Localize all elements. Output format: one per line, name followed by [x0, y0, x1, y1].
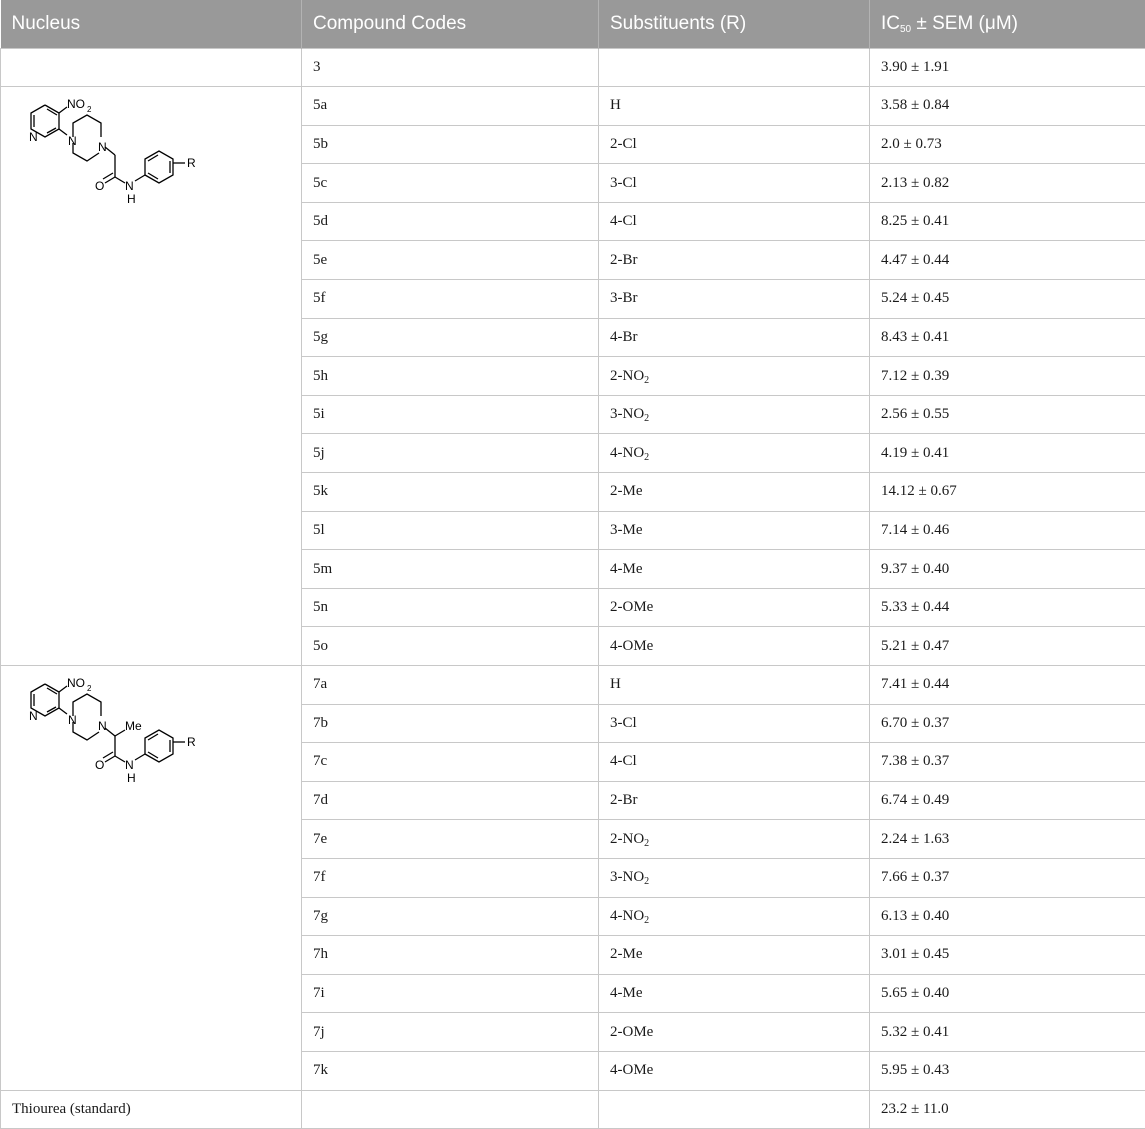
compound-code: 5h	[302, 357, 599, 396]
ic50-value: 4.19 ± 0.41	[870, 434, 1145, 473]
compound-code: 7e	[302, 820, 599, 859]
table-header-row	[1, 0, 1145, 48]
compound-code: 5o	[302, 627, 599, 666]
nitro-label: NO	[67, 97, 85, 111]
compound-code: 7i	[302, 974, 599, 1013]
ic50-value: 14.12 ± 0.67	[870, 473, 1145, 512]
header-ic50-sub: 50	[900, 24, 911, 35]
ic50-value: 3.90 ± 1.91	[870, 48, 1145, 87]
compound-code: 7a	[302, 666, 599, 705]
substituent: 2-Br	[599, 241, 870, 280]
ic50-value: 8.43 ± 0.41	[870, 318, 1145, 357]
compound-code: 7h	[302, 936, 599, 975]
substituent: $2-NO_2$	[599, 820, 870, 859]
svg-text:N: N	[98, 140, 107, 154]
ic50-value: 7.12 ± 0.39	[870, 357, 1145, 396]
compound-code: 5j	[302, 434, 599, 473]
propanamide-structure-image	[7, 672, 207, 807]
nucleus-structure-acetamide	[1, 87, 302, 666]
svg-text:N: N	[68, 134, 77, 148]
substituent: 3-Cl	[599, 164, 870, 203]
substituent: 4-OMe	[599, 627, 870, 666]
compound-code: 7b	[302, 704, 599, 743]
svg-text:R: R	[187, 735, 196, 749]
compound-code: 7c	[302, 743, 599, 782]
compound-code: 7j	[302, 1013, 599, 1052]
compound-code: 5d	[302, 202, 599, 241]
table-row	[1, 87, 1145, 126]
compound-code: 7f	[302, 858, 599, 897]
substituent: 3-Br	[599, 280, 870, 319]
ic50-value: 5.33 ± 0.44	[870, 588, 1145, 627]
compound-code: 7k	[302, 1051, 599, 1090]
compound-code: 5g	[302, 318, 599, 357]
compound-code: 5c	[302, 164, 599, 203]
svg-text:O: O	[95, 758, 104, 772]
table-row	[1, 48, 1145, 87]
svg-text:N: N	[29, 130, 38, 144]
ic50-value: 5.32 ± 0.41	[870, 1013, 1145, 1052]
ic50-value: 6.74 ± 0.49	[870, 781, 1145, 820]
ic50-value: 5.21 ± 0.47	[870, 627, 1145, 666]
table-row	[1, 1090, 1145, 1129]
compound-code: 5a	[302, 87, 599, 126]
compound-code: 5f	[302, 280, 599, 319]
compound-code: 5b	[302, 125, 599, 164]
table-row	[1, 666, 1145, 705]
ic50-value: 2.13 ± 0.82	[870, 164, 1145, 203]
compound-code	[302, 1090, 599, 1129]
ic50-value: 3.58 ± 0.84	[870, 87, 1145, 126]
substituent: 3-Me	[599, 511, 870, 550]
compound-code: 5l	[302, 511, 599, 550]
header-ic50-pre: IC	[881, 13, 900, 34]
svg-text:N: N	[98, 719, 107, 733]
substituent: 2-OMe	[599, 588, 870, 627]
svg-text:N: N	[29, 709, 38, 723]
compound-code: 5m	[302, 550, 599, 589]
compound-code: 5n	[302, 588, 599, 627]
header-compound-codes: Compound Codes	[302, 0, 599, 48]
acetamide-structure-image	[7, 93, 207, 228]
substituent	[599, 48, 870, 87]
substituent: 4-Me	[599, 974, 870, 1013]
substituent: 2-Me	[599, 936, 870, 975]
ic50-value: 2.0 ± 0.73	[870, 125, 1145, 164]
substituent: 2-OMe	[599, 1013, 870, 1052]
ic50-value: 9.37 ± 0.40	[870, 550, 1145, 589]
ic50-value: 5.95 ± 0.43	[870, 1051, 1145, 1090]
svg-text:N: N	[125, 179, 134, 193]
substituent: $3-NO_2$	[599, 395, 870, 434]
substituent: 2-Br	[599, 781, 870, 820]
ic50-value: 4.47 ± 0.44	[870, 241, 1145, 280]
compound-code: 3	[302, 48, 599, 87]
svg-text:NO: NO	[67, 676, 85, 690]
compound-code: 5i	[302, 395, 599, 434]
ic50-value: 7.38 ± 0.37	[870, 743, 1145, 782]
substituent: $4-NO_2$	[599, 897, 870, 936]
compound-code: 7d	[302, 781, 599, 820]
svg-text:Me: Me	[125, 719, 142, 733]
header-nucleus: Nucleus	[1, 0, 302, 48]
substituent: H	[599, 87, 870, 126]
ic50-value: 7.41 ± 0.44	[870, 666, 1145, 705]
svg-text:H: H	[127, 771, 136, 785]
nucleus-cell	[1, 48, 302, 87]
svg-text:H: H	[127, 192, 136, 206]
svg-text:N: N	[68, 713, 77, 727]
ic50-value: 5.65 ± 0.40	[870, 974, 1145, 1013]
compound-code: 5e	[302, 241, 599, 280]
substituent: 4-OMe	[599, 1051, 870, 1090]
header-substituents: Substituents (R)	[599, 0, 870, 48]
nucleus-structure-propanamide	[1, 666, 302, 1091]
svg-text:2: 2	[87, 684, 92, 693]
substituent: 2-Me	[599, 473, 870, 512]
substituent: 3-Cl	[599, 704, 870, 743]
substituent: $2-NO_2$	[599, 357, 870, 396]
substituent: 4-Br	[599, 318, 870, 357]
substituent: 2-Cl	[599, 125, 870, 164]
ic50-value: 2.56 ± 0.55	[870, 395, 1145, 434]
substituent: 4-Me	[599, 550, 870, 589]
header-ic50-post: ± SEM (μM)	[911, 13, 1018, 34]
ic50-value: 5.24 ± 0.45	[870, 280, 1145, 319]
svg-text:R: R	[187, 156, 196, 170]
ic50-value: 6.70 ± 0.37	[870, 704, 1145, 743]
svg-text:N: N	[125, 758, 134, 772]
ic50-value: 3.01 ± 0.45	[870, 936, 1145, 975]
substituent: H	[599, 666, 870, 705]
substituent: 4-Cl	[599, 743, 870, 782]
header-ic50	[870, 0, 1145, 48]
ic50-value: 6.13 ± 0.40	[870, 897, 1145, 936]
ic50-value: 7.66 ± 0.37	[870, 858, 1145, 897]
compound-code: 5k	[302, 473, 599, 512]
compound-code: 7g	[302, 897, 599, 936]
substituent	[599, 1090, 870, 1129]
substituent: 4-Cl	[599, 202, 870, 241]
svg-text:2: 2	[87, 105, 92, 114]
svg-text:O: O	[95, 179, 104, 193]
ic50-value: 7.14 ± 0.46	[870, 511, 1145, 550]
substituent: $3-NO_2$	[599, 858, 870, 897]
nucleus-cell: Thiourea (standard)	[1, 1090, 302, 1129]
ic50-value: 8.25 ± 0.41	[870, 202, 1145, 241]
ic50-value: 2.24 ± 1.63	[870, 820, 1145, 859]
ic50-value: 23.2 ± 11.0	[870, 1090, 1145, 1129]
substituent: $4-NO_2$	[599, 434, 870, 473]
